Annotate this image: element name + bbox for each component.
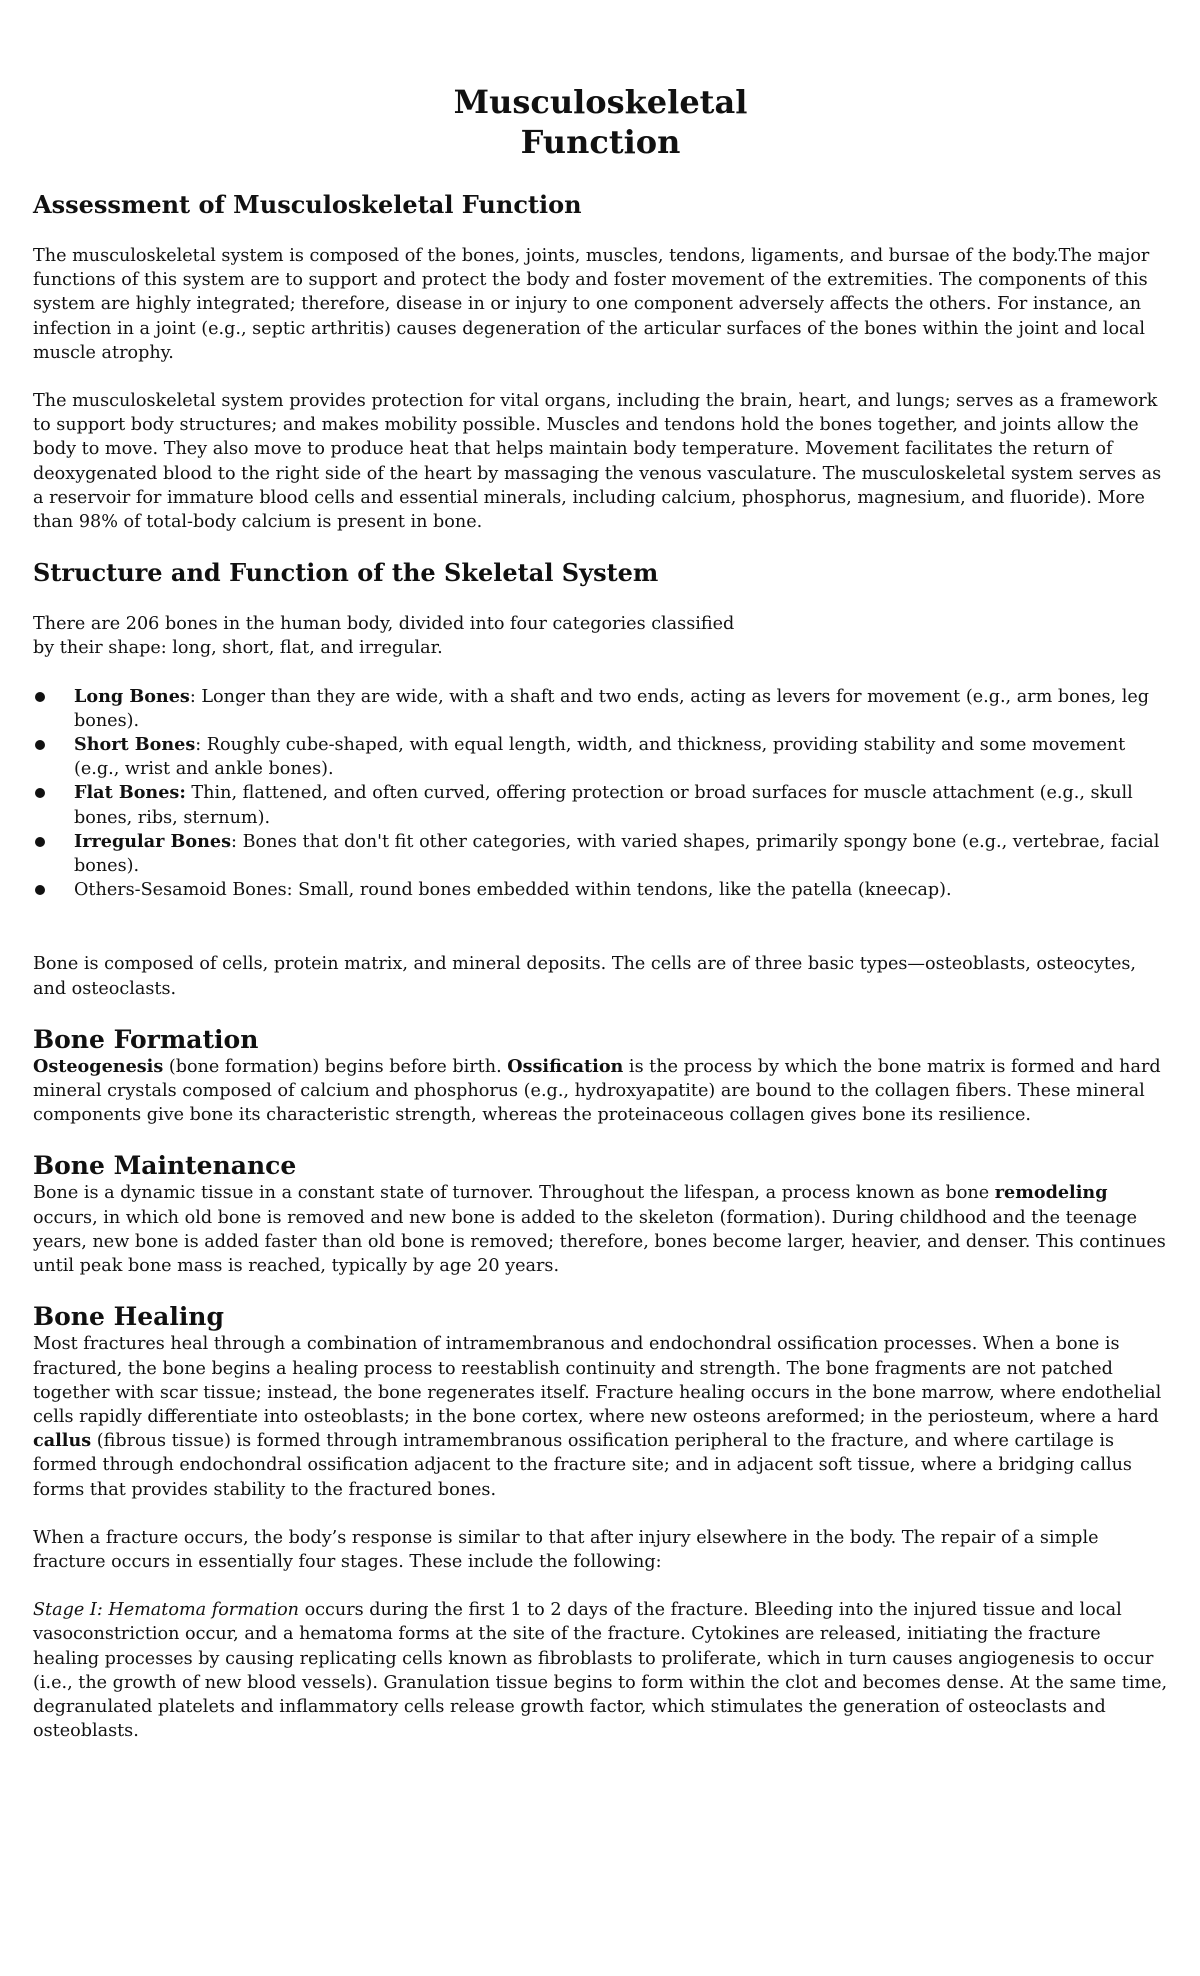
assessment-paragraph-1: The musculoskeletal system is composed of the bones, joints, muscles, tendons, ligaments, and bursae of the body.The major functions of this system are to support and protect the body and foster movement of the extremities. The components of this system are highly integrated; therefore, disease in or injury to one component adversely affects the others. For instance, an infection in a joint (e.g., septic arthritis) causes degeneration of the articular surfaces of the bones within the joint and local muscle atrophy. [33,246,1150,363]
list-item-text: Others-Sesamoid Bones: Small, round bones embedded within tendons, like the patella (kneecap). [74,880,952,901]
bone-maintenance-text-1: Bone is a dynamic tissue in a constant state of turnover. Throughout the lifespan, a process known as bone [33,1183,995,1204]
structure-intro [33,612,1168,660]
list-item [33,878,1168,902]
bone-formation-text-1: (bone formation) begins before birth. [163,1056,508,1077]
list-item-separator: : [231,831,243,852]
bone-cells-paragraph: Bone is composed of cells, protein matrix, and mineral deposits. The cells are of three basic types—osteoblasts, osteocytes, and osteoclasts. [33,954,1136,999]
bone-types-list [33,685,1168,903]
bone-formation-text-2: is the process by which the bone matrix is formed and hard mineral crystals composed of calcium and phosphorus (e.g., hydroxyapatite) are bound to the collagen fibers. These mineral components give bone its characteristic strength, whereas the proteinaceous collagen gives bone its resilience. [33,1056,1161,1126]
assessment-heading: Assessment of Musculoskeletal Function [33,190,582,219]
bone-formation-section [33,1025,1168,1128]
list-item-text: Longer than they are wide, with a shaft and two ends, acting as levers for movement (e.g., arm bones, leg bones). [74,686,1150,731]
term-ossification: Ossification [507,1055,624,1077]
bone-maintenance-heading: Bone Maintenance [33,1151,297,1181]
bullet-icon [35,837,45,847]
structure-heading: Structure and Function of the Skeletal System [33,558,659,588]
list-item [33,685,1168,733]
bone-healing-section [33,1302,1168,1743]
bullet-icon [35,885,45,895]
list-item-term: Flat Bones: [74,782,186,804]
bone-healing-text-1: Most fractures heal through a combination of intramembranous and endochondral ossification processes. When a bone is fractured, the bone begins a healing process to reestablish continuity and strength. The bone fragments are not patched together with scar tissue; instead, the bone regenerates itself. Fracture healing occurs in the bone marrow, where endothelial cells rapidly differentiate into osteoblasts; in the bone cortex, where new osteons areformed; in the periosteum, where a hard [33,1334,1162,1427]
list-item-term: Short Bones [74,734,196,756]
list-item-text: Thin, flattened, and often curved, offering protection or broad surfaces for muscle attachment (e.g., skull bones, ribs, sternum). [74,783,1133,828]
list-item-term: Irregular Bones [74,830,232,852]
bone-formation-paragraph [33,1055,1168,1128]
bone-maintenance-paragraph [33,1181,1168,1278]
bone-healing-paragraph-1 [33,1332,1168,1501]
list-item [33,830,1168,878]
list-item-term: Long Bones [74,685,190,707]
list-item-separator: : [189,686,202,707]
structure-intro-line-2: by their shape: long, short, flat, and irregular. [33,638,443,659]
list-item-text: Bones that don't fit other categories, with varied shapes, primarily spongy bone (e.g., vertebrae, facial bones). [74,831,1160,877]
term-remodeling: remodeling [994,1182,1108,1204]
list-item [33,781,1168,829]
assessment-section [33,190,1168,534]
list-item-text: Roughly cube-shaped, with equal length, width, and thickness, providing stability and some movement (e.g., wrist and ankle bones). [74,735,1126,780]
stage-one-label: Stage I: Hematoma formation [33,1600,300,1621]
term-callus: callus [33,1430,92,1452]
assessment-paragraph-2: The musculoskeletal system provides protection for vital organs, including the brain, heart, and lungs; serves as a framework to support body structures; and makes mobility possible. Muscles and tendons hold the bones together, and joints allow the body to move. They also move to produce heat that helps maintain body temperature. Movement facilitates the return of deoxygenated blood to the right side of the heart by massaging the venous vasculature. The musculoskeletal system serves as a reservoir for immature blood cells and essential minerals, including calcium, phosphorus, magnesium, and fluoride). More than 98% of total-body calcium is present in bone. [33,391,1162,533]
bone-healing-heading: Bone Healing [33,1302,224,1332]
structure-intro-line-1: There are 206 bones in the human body, divided into four categories classified [33,614,735,635]
bone-healing-paragraph-2: When a fracture occurs, the body’s response is similar to that after injury elsewhere in the body. The repair of a simple fracture occurs in essentially four stages. These include the following: [33,1527,1099,1572]
page-title-line-2: Function [520,123,681,161]
structure-section [33,558,1168,1001]
bone-maintenance-text-2: occurs, in which old bone is removed and new bone is added to the skeleton (formation). During childhood and the teenage years, new bone is added faster than old bone is removed; therefore, bones become larger, heavier, and denser. This continues until peak bone mass is reached, typically by age 20 years. [33,1207,1166,1277]
bone-maintenance-section [33,1151,1168,1278]
stage-one-text: occurs during the first 1 to 2 days of the fracture. Bleeding into the injured tissue and local vasoconstriction occur, and a hematoma forms at the site of the fracture. Cytokines are released, initiating the fracture healing processes by causing replicating cells known as fibroblasts to proliferate, which in turn causes angiogenesis to occur (i.e., the growth of new blood vessels). Granulation tissue begins to form within the clot and becomes dense. At the same time, degranulated platelets and inflammatory cells release growth factor, which stimulates the generation of osteoclasts and osteoblasts. [33,1600,1168,1742]
list-item [33,733,1168,781]
list-item-separator: : [195,735,207,756]
page-title-line-1: Musculoskeletal [453,83,748,121]
bone-formation-heading: Bone Formation [33,1024,259,1054]
bone-healing-text-2: (fibrous tissue) is formed through intramembranous ossification peripheral to the fracture, and where cartilage is formed through endochondral ossification adjacent to the fracture site; and in adjacent soft tissue, where a bridging callus forms that provides stability to the fractured bones. [33,1431,1132,1500]
bullet-icon [35,692,45,702]
term-osteogenesis: Osteogenesis [33,1055,164,1077]
bullet-icon [35,740,45,750]
page-title [33,82,1168,162]
bullet-icon [35,788,45,798]
stage-one-paragraph [33,1598,1168,1743]
